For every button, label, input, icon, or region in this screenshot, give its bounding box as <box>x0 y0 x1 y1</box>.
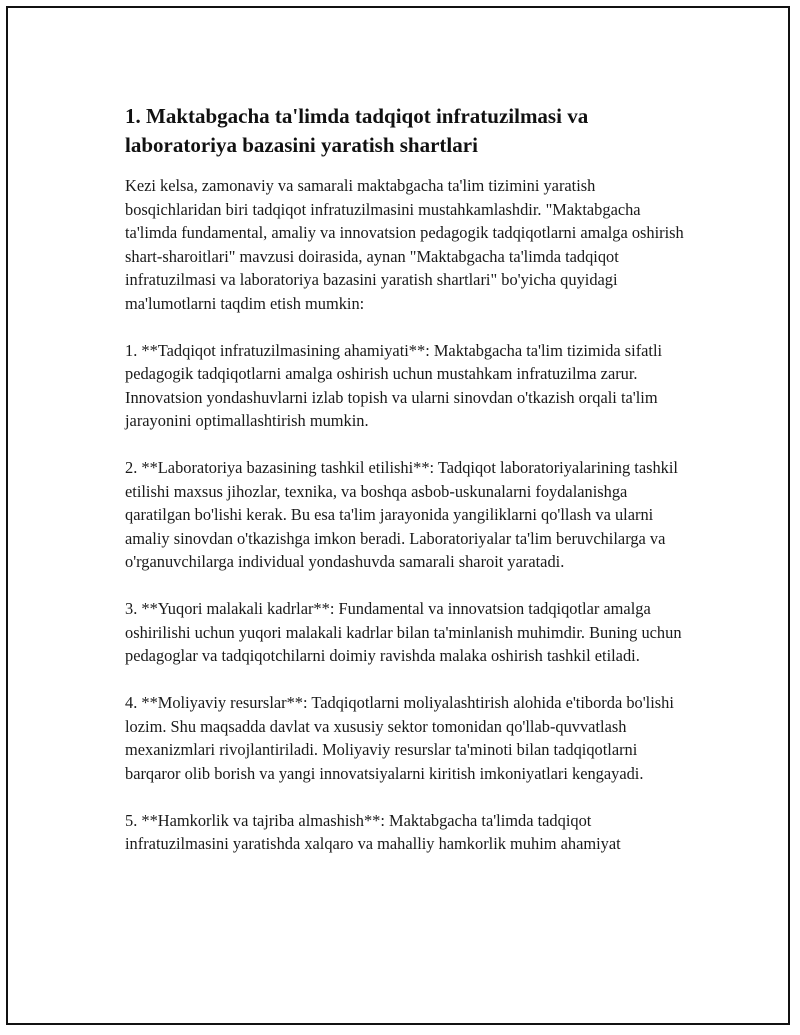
paragraph-qualified-staff: 3. **Yuqori malakali kadrlar**: Fundamental va innovatsion tadqiqotlar amalga oshirilishi uchun yuqori malakali kadrlar bilan ta'minlanish muhimdir. Buning uchun pedagoglar va tadqiqotchilarni doimiy ravishda malaka oshirish tashkil etiladi. <box>125 599 682 665</box>
document-body <box>125 102 695 879</box>
page-frame <box>6 6 790 1025</box>
intro-paragraph: Kezi kelsa, zamonaviy va samarali maktabgacha ta'lim tizimini yaratish bosqichlaridan biri tadqiqot infratuzilmasini mustahkamlashdir. "Maktabgacha ta'limda fundamental, amaliy va innovatsion pedagogik tadqiqotlarni amalga oshirish shart-sharoitlari" mavzusi doirasida, aynan "Maktabgacha ta'limda tadqiqot infratuzilmasi va laboratoriya bazasini yaratish shartlari" bo'yicha quyidagi ma'lumotlarni taqdim etish mumkin: <box>125 176 684 313</box>
paragraph-financial-resources: 4. **Moliyaviy resurslar**: Tadqiqotlarni moliyalashtirish alohida e'tiborda bo'lishi lozim. Shu maqsadda davlat va xususiy sektor tomonidan qo'llab-quvvatlash mexanizmlari rivojlantiriladi. Moliyaviy resurslar ta'minoti bilan tadqiqotlarni barqaror olib borish va yangi innovatsiyalarni kiritish imkoniyatlari kengayadi. <box>125 693 674 783</box>
document-title: 1. Maktabgacha ta'limda tadqiqot infratuzilmasi va laboratoriya bazasini yaratish shartlari <box>125 104 589 157</box>
paragraph-laboratory-base: 2. **Laboratoriya bazasining tashkil etilishi**: Tadqiqot laboratoriyalarining tashkil etilishi maxsus jihozlar, texnika, va boshqa asbob-uskunalarni foydalanishga qaratilgan bo'lishi kerak. Bu esa ta'lim jarayonida yangiliklarni qo'llash va ularni amaliy sinovdan o'tkazishga imkon beradi. Laboratoriyalar ta'lim beruvchilarga va o'rganuvchilarga individual yondashuvda samarali sharoit yaratadi. <box>125 458 678 571</box>
paragraph-infrastructure-importance: 1. **Tadqiqot infratuzilmasining ahamiyati**: Maktabgacha ta'lim tizimida sifatli pedagogik tadqiqotlarni amalga oshirish uchun mustahkam infratuzilma zarur. Innovatsion yondashuvlarni izlab topish va ularni sinovdan o'tkazish orqali ta'lim jarayonini optimallashtirish mumkin. <box>125 340 663 430</box>
paragraph-cooperation: 5. **Hamkorlik va tajriba almashish**: Maktabgacha ta'limda tadqiqot infratuzilmasini yaratishda xalqaro va mahalliy hamkorlik muhim ahamiyat <box>125 810 621 853</box>
